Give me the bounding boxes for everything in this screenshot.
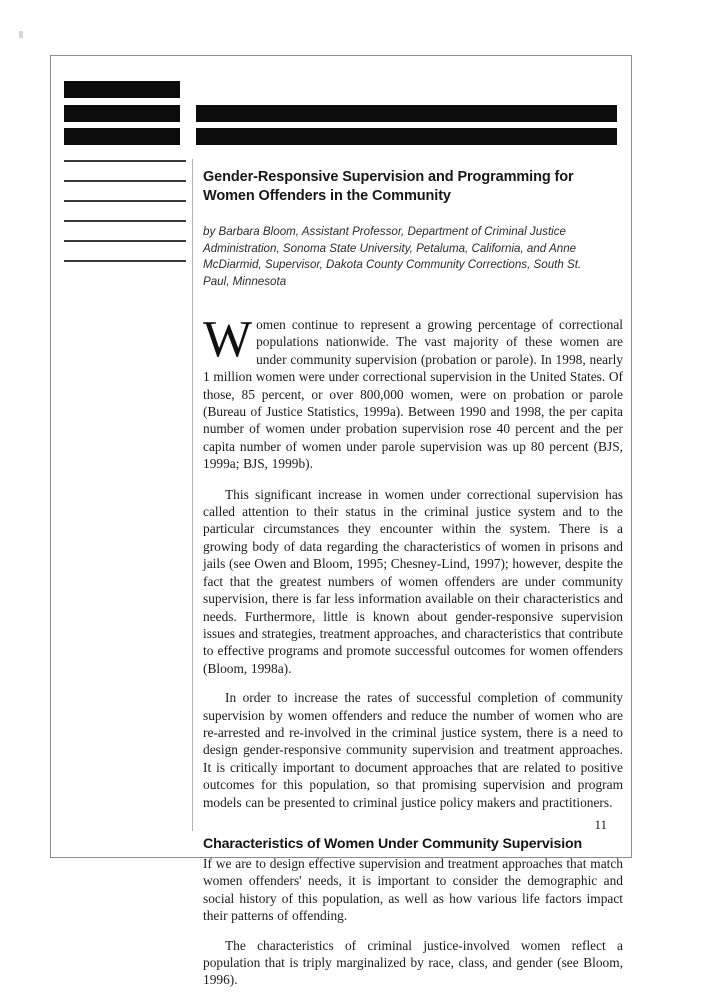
page-number: 11 — [594, 817, 607, 832]
masthead-bar-right-2 — [196, 128, 617, 145]
article-byline: by Barbara Bloom, Assistant Professor, Department of Criminal Justice Administration, Sonoma State University, Petaluma, California, and Anne McDiarmid, Supervisor, Dakota County Community Corrections, South St. Paul, Minnesota — [203, 225, 582, 288]
sidebar-rule-line — [64, 240, 186, 242]
article-paragraph-4: If we are to design effective supervision and treatment approaches that match women offenders' needs, it is important to consider the demographic and social history of this population, as well as how various life factors impact their patterns of offending. — [203, 855, 623, 924]
sidebar-rule-line — [64, 180, 186, 182]
sidebar-rule-line — [64, 220, 186, 222]
article-paragraph-3: In order to increase the rates of successful completion of community supervision by women offenders and reduce the number of women who are re-arrested and re-involved in the criminal justice system, there is a need to design gender-responsive community supervision and treatment approaches. It is critically important to document approaches that are related to positive outcomes for this population, so that promising supervision and program models can be presented to criminal justice policy makers and practitioners. — [203, 690, 623, 810]
article-paragraph-2: This significant increase in women under correctional supervision has called attention to their status in the criminal justice system and to the particular circumstances they encounter within the system. There is a growing body of data regarding the characteristics of women in prisons and jails (see Owen and Bloom, 1995; Chesney-Lind, 1997); however, despite the fact that the greatest numbers of women offenders are under community supervision, there is far less information available on their characteristics and needs. Furthermore, little is known about gender-responsive supervision issues and strategies, treatment approaches, and characteristics that contribute to effective programs and promote successful outcomes for women offenders (Bloom, 1998a). — [203, 486, 623, 676]
masthead-bar-left-2 — [64, 105, 180, 122]
article-paragraph-1-text: omen continue to represent a growing percentage of correctional populations nationwide. The vast majority of these women are under community supervision (probation or parole). In 1998, nearly 1 million women were under correctional supervision in the United States. Of those, 85 percent, or over 800,000 women, were on probation or parole (Bureau of Justice Statistics, 1999a). Between 1990 and 1998, the per capita number of women under probation supervision rose 40 percent and the per capita number of women under parole supervision was up 80 percent (BJS, 1999a; BJS, 1999b). — [203, 317, 623, 472]
sidebar-rule-line — [64, 200, 186, 202]
scanned-page-sheet — [50, 55, 632, 988]
article-paragraph-1 — [203, 311, 623, 473]
sidebar-rule-line — [64, 260, 186, 262]
sidebar-rule-line — [64, 160, 186, 162]
masthead-bar-left-3 — [64, 128, 180, 145]
article-title: Gender-Responsive Supervision and Programming for Women Offenders in the Community — [203, 169, 574, 204]
drop-cap-letter: W — [203, 311, 253, 368]
article-column — [203, 168, 623, 1001]
masthead-bar-left-1 — [64, 81, 180, 98]
article-paragraph-5: The characteristics of criminal justice-involved women reflect a population that is triply marginalized by race, class, and gender (see Bloom, 1996). — [203, 937, 623, 988]
scan-artifact-speck — [19, 31, 23, 38]
masthead-bar-right-1 — [196, 105, 617, 122]
column-divider — [192, 159, 193, 831]
section-heading: Characteristics of Women Under Community Supervision — [203, 835, 583, 852]
sidebar-rule-stack — [64, 160, 186, 262]
